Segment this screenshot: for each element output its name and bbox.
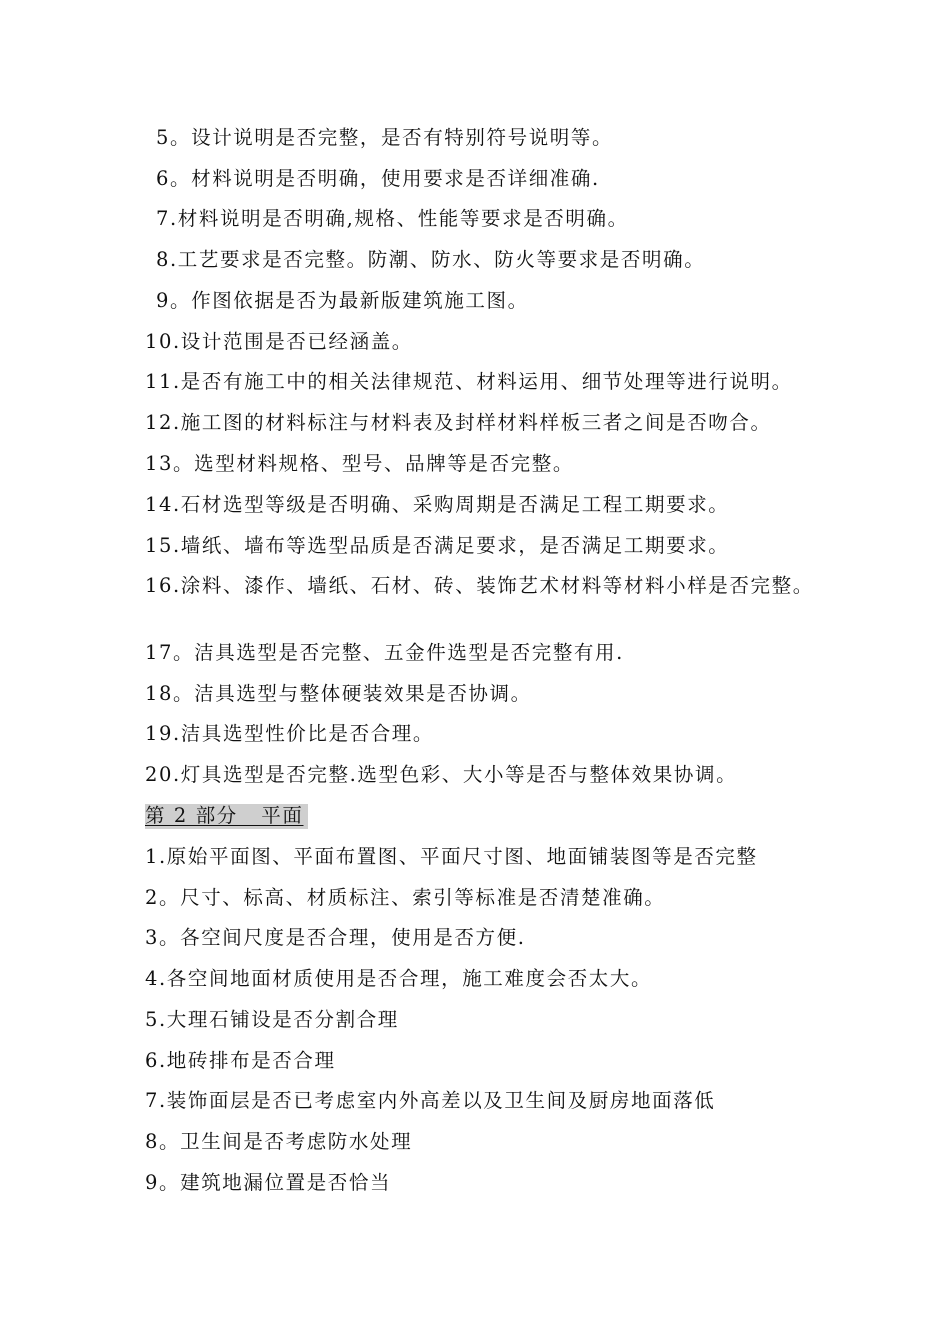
checklist-item: 20.灯具选型是否完整.选型色彩、大小等是否与整体效果协调。 bbox=[145, 763, 738, 786]
checklist-item: 18。洁具选型与整体硬装效果是否协调。 bbox=[145, 682, 532, 705]
checklist-item: 12.施工图的材料标注与材料表及封样材料样板三者之间是否吻合。 bbox=[145, 411, 772, 434]
checklist-item: 17。洁具选型是否完整、五金件选型是否完整有用. bbox=[145, 641, 624, 664]
checklist-item: 2。尺寸、标高、材质标注、索引等标准是否清楚准确。 bbox=[145, 886, 666, 909]
checklist-item: 19.洁具选型性价比是否合理。 bbox=[145, 722, 435, 745]
checklist-item: 14.石材选型等级是否明确、采购周期是否满足工程工期要求。 bbox=[145, 493, 730, 516]
checklist-item: 9。作图依据是否为最新版建筑施工图。 bbox=[156, 289, 529, 312]
checklist-item: 15.墙纸、墙布等选型品质是否满足要求，是否满足工期要求。 bbox=[145, 534, 730, 557]
checklist-item: 8。卫生间是否考虑防水处理 bbox=[145, 1130, 413, 1153]
checklist-item: 5。设计说明是否完整，是否有特别符号说明等。 bbox=[156, 126, 614, 149]
checklist-item: 10.设计范围是否已经涵盖。 bbox=[145, 330, 413, 353]
checklist-item: 9。建筑地漏位置是否恰当 bbox=[145, 1171, 392, 1194]
checklist-item: 1.原始平面图、平面布置图、平面尺寸图、地面铺装图等是否完整 bbox=[145, 845, 758, 868]
checklist-item: 16.涂料、漆作、墙纸、石材、砖、装饰艺术材料等材料小样是否完整。 bbox=[145, 574, 814, 597]
checklist-item: 3。各空间尺度是否合理，使用是否方便. bbox=[145, 926, 526, 949]
checklist-item: 7.装饰面层是否已考虑室内外高差以及卫生间及厨房地面落低 bbox=[145, 1089, 716, 1112]
checklist-item: 4.各空间地面材质使用是否合理，施工难度会否太大。 bbox=[145, 967, 653, 990]
checklist-item: 7.材料说明是否明确,规格、性能等要求是否明确。 bbox=[156, 207, 629, 230]
checklist-item: 6.地砖排布是否合理 bbox=[145, 1049, 336, 1072]
checklist-item: 8.工艺要求是否完整。防潮、防水、防火等要求是否明确。 bbox=[156, 248, 706, 271]
checklist-item: 13。选型材料规格、型号、品牌等是否完整。 bbox=[145, 452, 574, 475]
section-heading: 第 2 部分 平面 bbox=[145, 804, 308, 829]
checklist-item: 11.是否有施工中的相关法律规范、材料运用、细节处理等进行说明。 bbox=[145, 370, 793, 393]
checklist-item: 5.大理石铺设是否分割合理 bbox=[145, 1008, 399, 1031]
checklist-item: 6。材料说明是否明确，使用要求是否详细准确. bbox=[156, 167, 600, 190]
